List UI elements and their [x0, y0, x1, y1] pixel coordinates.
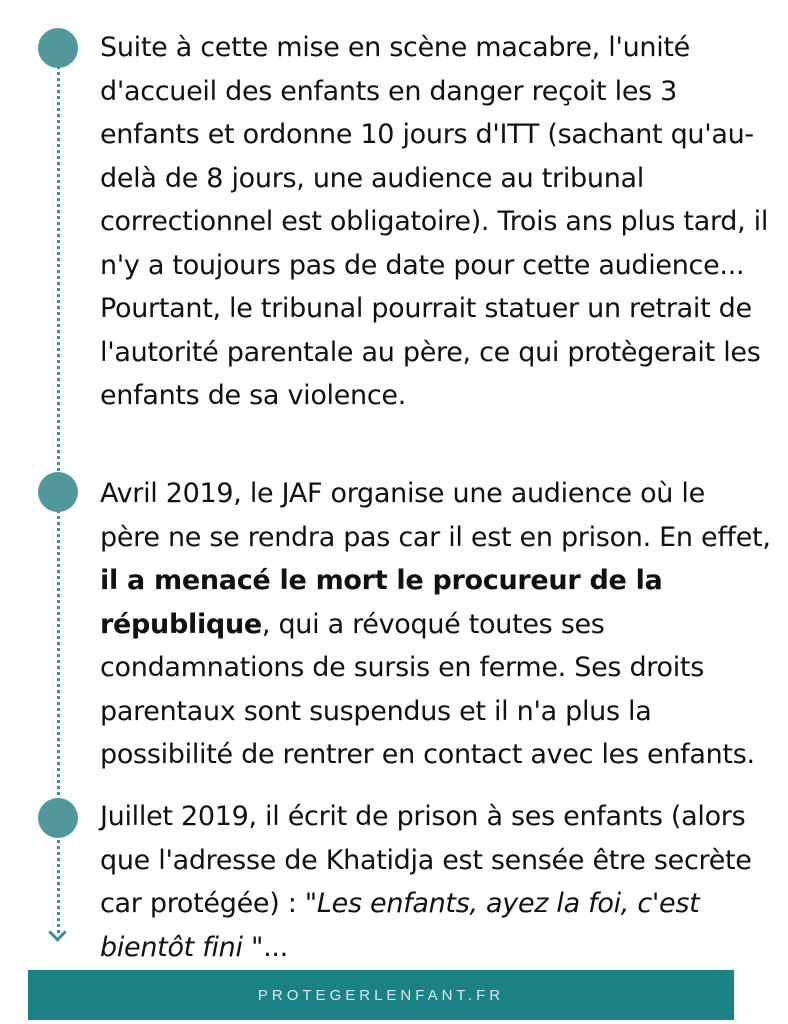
entry-3-text-end: "...	[250, 931, 288, 963]
entry-2-text-start: Avril 2019, le JAF organise une audience où le père ne se rendra pas car il est en prison. En effet,	[100, 478, 771, 553]
timeline-entry-1	[100, 26, 772, 418]
entry-2-text-end: , qui a révoqué toutes ses condamnations de sursis en ferme. Ses droits parentaux sont suspendus et il n'a plus la possibilité de rentrer en contact avec les enfants.	[100, 608, 755, 770]
timeline-entry-3	[100, 795, 772, 969]
entry-1-paragraph-1: Suite à cette mise en scène macabre, l'unité d'accueil des enfants en danger reçoit les 3 enfants et ordonne 10 jours d'ITT (sachant qu'au-delà de 8 jours, une audience au tribunal correctionnel est obligatoire). Trois ans plus tard, il n'y a toujours pas de date pour cette audience...	[100, 32, 769, 281]
entry-1-paragraph-2: Pourtant, le tribunal pourrait statuer un retrait de l'autorité parentale au père, ce qui protègerait les enfants de sa violence.	[100, 293, 761, 411]
timeline-dot-1	[38, 28, 78, 68]
entry-3-quote: Les enfants, ayez la foi, c'est bientôt fini	[100, 888, 700, 963]
footer-banner	[28, 970, 734, 1020]
timeline-entry-2	[100, 472, 772, 777]
entry-2-paragraph	[100, 472, 772, 777]
entry-2-bold-text: il a menacé le mort le procureur de la république	[100, 565, 663, 640]
footer-site-link[interactable]: PROTEGERLENFANT.FR	[257, 986, 505, 1004]
entry-3-paragraph	[100, 795, 772, 969]
timeline-dot-2	[38, 472, 78, 512]
timeline-arrow-icon	[48, 923, 66, 941]
timeline-dot-3	[38, 798, 78, 838]
entry-3-text-start: Juillet 2019, il écrit de prison à ses enfants (alors que l'adresse de Khatidja est sensée être secrète car protégée) : "	[100, 801, 752, 919]
